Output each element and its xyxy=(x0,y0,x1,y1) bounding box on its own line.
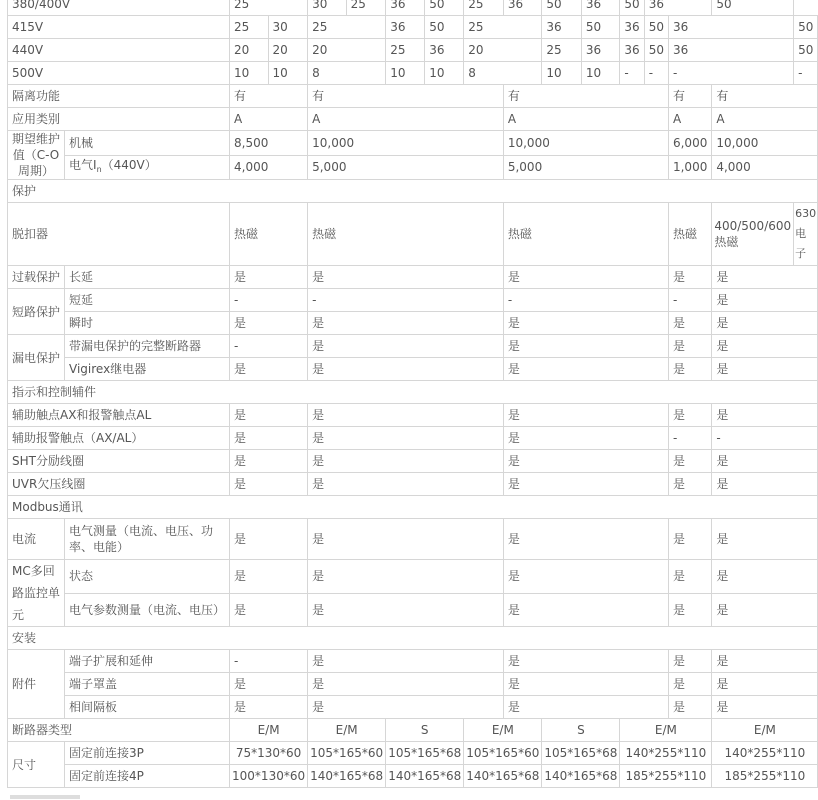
row-label: 状态 xyxy=(65,560,230,594)
row-label: 带漏电保护的完整断路器 xyxy=(65,335,230,358)
row-440v: 440V 20 20 20 25 36 20 25 36 36 50 36 50 xyxy=(8,39,818,62)
row-label: Vigirex继电器 xyxy=(65,358,230,381)
row-uvr: UVR欠压线圈 是 是 是 是 是 xyxy=(8,473,818,496)
group-label: 漏电保护 xyxy=(8,335,65,381)
row-label: 相间隔板 xyxy=(65,696,230,719)
row-label: 短延 xyxy=(65,289,230,312)
row-label: 500V xyxy=(8,62,230,85)
row-earth-leak-breaker: 漏电保护 带漏电保护的完整断路器 - 是 是 是 是 xyxy=(8,335,818,358)
row-label: 端子罩盖 xyxy=(65,673,230,696)
row-label: 415V xyxy=(8,16,230,39)
specification-table xyxy=(7,0,818,788)
row-label: SHT分励线圈 xyxy=(8,450,230,473)
row-label: 电气参数测量（电流、电压） xyxy=(65,593,230,627)
row-terminal-cover: 端子罩盖 是 是 是 是 是 xyxy=(8,673,818,696)
section-heading: 保护 xyxy=(8,180,818,203)
row-label: 固定前连接3P xyxy=(65,742,230,765)
row-mc-status: MC多回路监控单元 状态 是 是 是 是 是 xyxy=(8,560,818,594)
row-terminal-extension: 附件 端子扩展和延伸 - 是 是 是 是 xyxy=(8,650,818,673)
row-phase-barrier: 相间隔板 是 是 是 是 是 xyxy=(8,696,818,719)
row-label: 瞬时 xyxy=(65,312,230,335)
row-label: 辅助报警触点（AX/AL） xyxy=(8,427,230,450)
row-label: 断路器类型 xyxy=(8,719,230,742)
row-label: 电气测量（电流、电压、功率、电能） xyxy=(65,519,230,560)
row-415v: 415V 25 30 25 36 50 25 36 50 36 50 36 50 xyxy=(8,16,818,39)
row-label: 端子扩展和延伸 xyxy=(65,650,230,673)
group-label: 过载保护 xyxy=(8,266,65,289)
row-label: 辅助触点AX和报警触点AL xyxy=(8,404,230,427)
row-mc-params: 电气参数测量（电流、电压） 是 是 是 是 是 xyxy=(8,593,818,627)
row-overload: 过载保护 长延 是 是 是 是 是 xyxy=(8,266,818,289)
group-label: 尺寸 xyxy=(8,742,65,788)
row-current-measure: 电流 电气测量（电流、电压、功率、电能） 是 是 是 是 是 xyxy=(8,519,818,560)
row-sht: SHT分励线圈 是 是 是 是 是 xyxy=(8,450,818,473)
section-heading: Modbus通讯 xyxy=(8,496,818,519)
row-500v: 500V 10 10 8 10 10 8 10 10 - - - - xyxy=(8,62,818,85)
row-label: 隔离功能 xyxy=(8,85,230,108)
row-maintenance-elec: 电气$I_n(440V)$ 4,000 5,000 5,000 1,000 4,000 xyxy=(8,155,818,180)
row-label: 长延 xyxy=(65,266,230,289)
section-indication xyxy=(8,381,818,404)
row-dim-3p: 尺寸 固定前连接3P 75*130*60 105*165*60 105*165*68 105*165*60 105*165*68 140*255*110 140*255*110 xyxy=(8,742,818,765)
row-label: 380/400V xyxy=(8,0,230,16)
row-aux-contact: 辅助触点AX和报警触点AL 是 是 是 是 是 xyxy=(8,404,818,427)
group-label: 短路保护 xyxy=(8,289,65,335)
row-label: UVR欠压线圈 xyxy=(8,473,230,496)
group-label: MC多回路监控单元 xyxy=(8,560,65,627)
row-label: 机械 xyxy=(65,131,230,156)
row-isolation: 隔离功能 有 有 有 有 有 xyxy=(8,85,818,108)
row-label: 脱扣器 xyxy=(8,203,230,266)
cropped-element xyxy=(10,795,80,799)
row-maintenance-mech: 期望维护值（C-O周期） 机械 8,500 10,000 10,000 6,000 10,000 xyxy=(8,131,818,156)
group-label: 电流 xyxy=(8,519,65,560)
row-trip-unit: 脱扣器 热磁 热磁 热磁 热磁 400/500/600 热磁 630电子 xyxy=(8,203,818,266)
row-aux-alarm: 辅助报警触点（AX/AL） 是 是 是 - - xyxy=(8,427,818,450)
row-vigirex: Vigirex继电器 是 是 是 是 是 xyxy=(8,358,818,381)
row-label: 固定前连接4P xyxy=(65,765,230,788)
group-label: 期望维护值（C-O周期） xyxy=(8,131,65,180)
row-short-delay: 短路保护 短延 - - - - 是 xyxy=(8,289,818,312)
row-category: 应用类别 A A A A A xyxy=(8,108,818,131)
row-label: 应用类别 xyxy=(8,108,230,131)
section-heading: 安装 xyxy=(8,627,818,650)
row-breaker-type: 断路器类型 E/M E/M S E/M S E/M E/M xyxy=(8,719,818,742)
section-modbus xyxy=(8,496,818,519)
row-instant: 瞬时 是 是 是 是 是 xyxy=(8,312,818,335)
row-label: 440V xyxy=(8,39,230,62)
row-label: 电气$I_n(440V)$ xyxy=(65,155,230,180)
section-protection xyxy=(8,180,818,203)
group-label: 附件 xyxy=(8,650,65,719)
section-install xyxy=(8,627,818,650)
row-380v: 380/400V 25 30 25 36 50 25 36 50 36 50 36 50 xyxy=(8,0,818,16)
section-heading: 指示和控制辅件 xyxy=(8,381,818,404)
row-dim-4p: 固定前连接4P 100*130*60 140*165*68 140*165*68 140*165*68 140*165*68 185*255*110 185*255*110 xyxy=(8,765,818,788)
